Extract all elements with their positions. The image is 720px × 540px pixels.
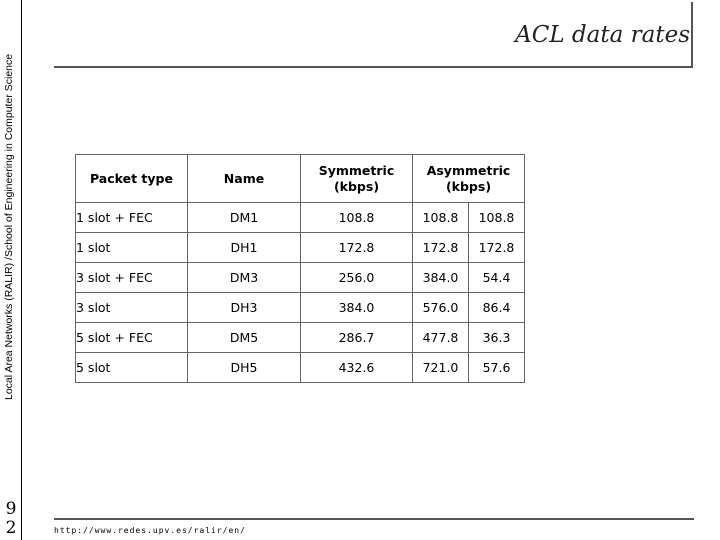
- table-row: [76, 203, 525, 233]
- table-cell: DH5: [188, 353, 301, 383]
- header-symmetric-text: Symmetric (kbps): [318, 162, 395, 194]
- table-cell: 108.8: [469, 203, 525, 233]
- table-cell: 172.8: [301, 233, 413, 263]
- table-cell: 256.0: [301, 263, 413, 293]
- table-cell: DM5: [188, 323, 301, 353]
- header-symmetric: [301, 155, 413, 203]
- table-cell: 86.4: [469, 293, 525, 323]
- table-cell: DM3: [188, 263, 301, 293]
- side-caption: Local Area Networks (RALIR) /School of Engineering in Computer Science: [3, 53, 15, 400]
- header-asymmetric-text: Asymmetric (kbps): [426, 162, 511, 194]
- table-cell: 108.8: [301, 203, 413, 233]
- table-cell: DH3: [188, 293, 301, 323]
- table-cell: 432.6: [301, 353, 413, 383]
- title-vertical-rule: [691, 2, 693, 68]
- table-row: [76, 353, 525, 383]
- header-asymmetric: [413, 155, 525, 203]
- title-underline: [54, 66, 693, 68]
- table-cell: 54.4: [469, 263, 525, 293]
- table-cell: 721.0: [413, 353, 469, 383]
- table-row: [76, 323, 525, 353]
- table-row: [76, 233, 525, 263]
- sidebar-divider: [21, 0, 22, 540]
- table-cell: 36.3: [469, 323, 525, 353]
- header-packet-type: Packet type: [76, 155, 188, 203]
- table-cell: 576.0: [413, 293, 469, 323]
- table-cell: 108.8: [413, 203, 469, 233]
- table-cell: 384.0: [413, 263, 469, 293]
- table-header-row: [76, 155, 525, 203]
- table-cell: 3 slot: [76, 293, 188, 323]
- table-cell: 384.0: [301, 293, 413, 323]
- table-cell: 5 slot: [76, 353, 188, 383]
- slide-title: ACL data rates: [515, 22, 690, 48]
- table-cell: 172.8: [469, 233, 525, 263]
- table-cell: DM1: [188, 203, 301, 233]
- table-cell: 5 slot + FEC: [76, 323, 188, 353]
- table-row: [76, 293, 525, 323]
- table-cell: 286.7: [301, 323, 413, 353]
- table-cell: 172.8: [413, 233, 469, 263]
- table-cell: 3 slot + FEC: [76, 263, 188, 293]
- footer-url[interactable]: http://www.redes.upv.es/ralir/en/: [54, 526, 246, 535]
- table-cell: 477.8: [413, 323, 469, 353]
- page-number-digit-1: 9: [5, 499, 17, 519]
- acl-rates-table: [75, 154, 525, 383]
- header-name: Name: [188, 155, 301, 203]
- table-cell: 57.6: [469, 353, 525, 383]
- page-number-digit-2: 2: [5, 518, 17, 538]
- table-cell: 1 slot: [76, 233, 188, 263]
- table-cell: DH1: [188, 233, 301, 263]
- table-row: [76, 263, 525, 293]
- table-cell: 1 slot + FEC: [76, 203, 188, 233]
- page-number: [2, 500, 20, 538]
- footer-rule: [54, 518, 694, 520]
